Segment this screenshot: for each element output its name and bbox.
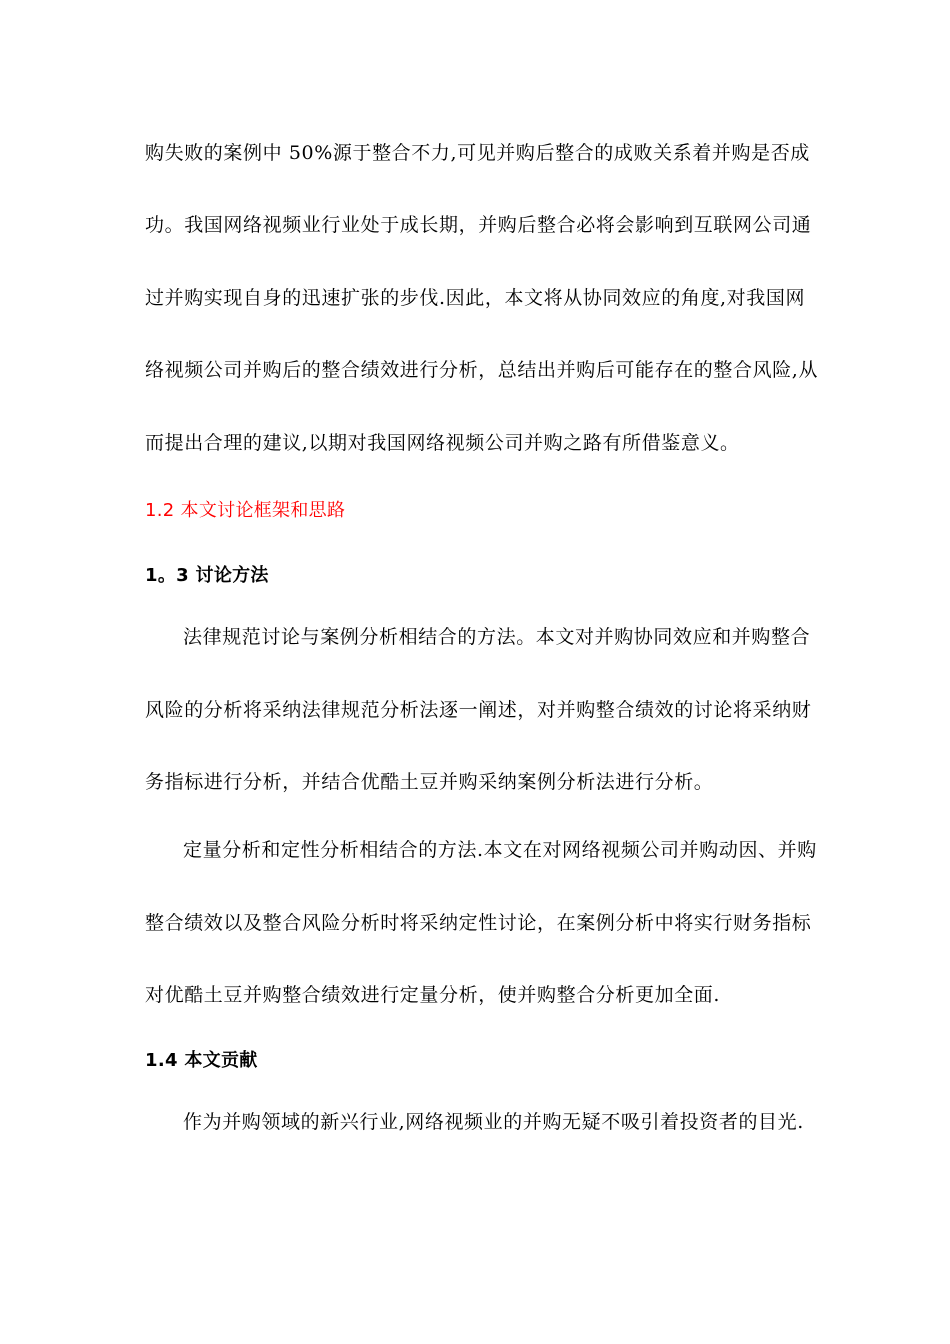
paragraph-line: 法律规范讨论与案例分析相结合的方法。本文对并购协同效应和并购整合 xyxy=(183,626,811,648)
paragraph-line: 作为并购领域的新兴行业,网络视频业的并购无疑不吸引着投资者的目光. xyxy=(183,1111,804,1133)
paragraph-line: 络视频公司并购后的整合绩效进行分析，总结出并购后可能存在的整合风险,从 xyxy=(145,359,819,381)
paragraph-line: 而提出合理的建议,以期对我国网络视频公司并购之路有所借鉴意义。 xyxy=(145,432,740,454)
paragraph-line: 功。我国网络视频业行业处于成长期，并购后整合必将会影响到互联网公司通 xyxy=(145,214,812,236)
paragraph-line: 务指标进行分析，并结合优酷土豆并购采纳案例分析法进行分析。 xyxy=(145,771,714,793)
paragraph-line: 过并购实现自身的迅速扩张的步伐.因此，本文将从协同效应的角度,对我国网 xyxy=(145,287,806,309)
section-heading-methods: 1。3 讨论方法 xyxy=(145,565,269,586)
paragraph-line: 定量分析和定性分析相结合的方法.本文在对网络视频公司并购动因、并购 xyxy=(183,839,817,861)
section-heading-contribution: 1.4 本文贡献 xyxy=(145,1050,258,1071)
paragraph-line: 购失败的案例中 50%源于整合不力,可见并购后整合的成败关系着并购是否成 xyxy=(145,142,810,164)
paragraph-line: 整合绩效以及整合风险分析时将采纳定性讨论，在案例分析中将实行财务指标 xyxy=(145,912,812,934)
paragraph-line: 风险的分析将采纳法律规范分析法逐一阐述，对并购整合绩效的讨论将采纳财 xyxy=(145,699,812,721)
section-heading-framework: 1.2 本文讨论框架和思路 xyxy=(145,500,346,521)
paragraph-line: 对优酷土豆并购整合绩效进行定量分析，使并购整合分析更加全面. xyxy=(145,984,721,1006)
